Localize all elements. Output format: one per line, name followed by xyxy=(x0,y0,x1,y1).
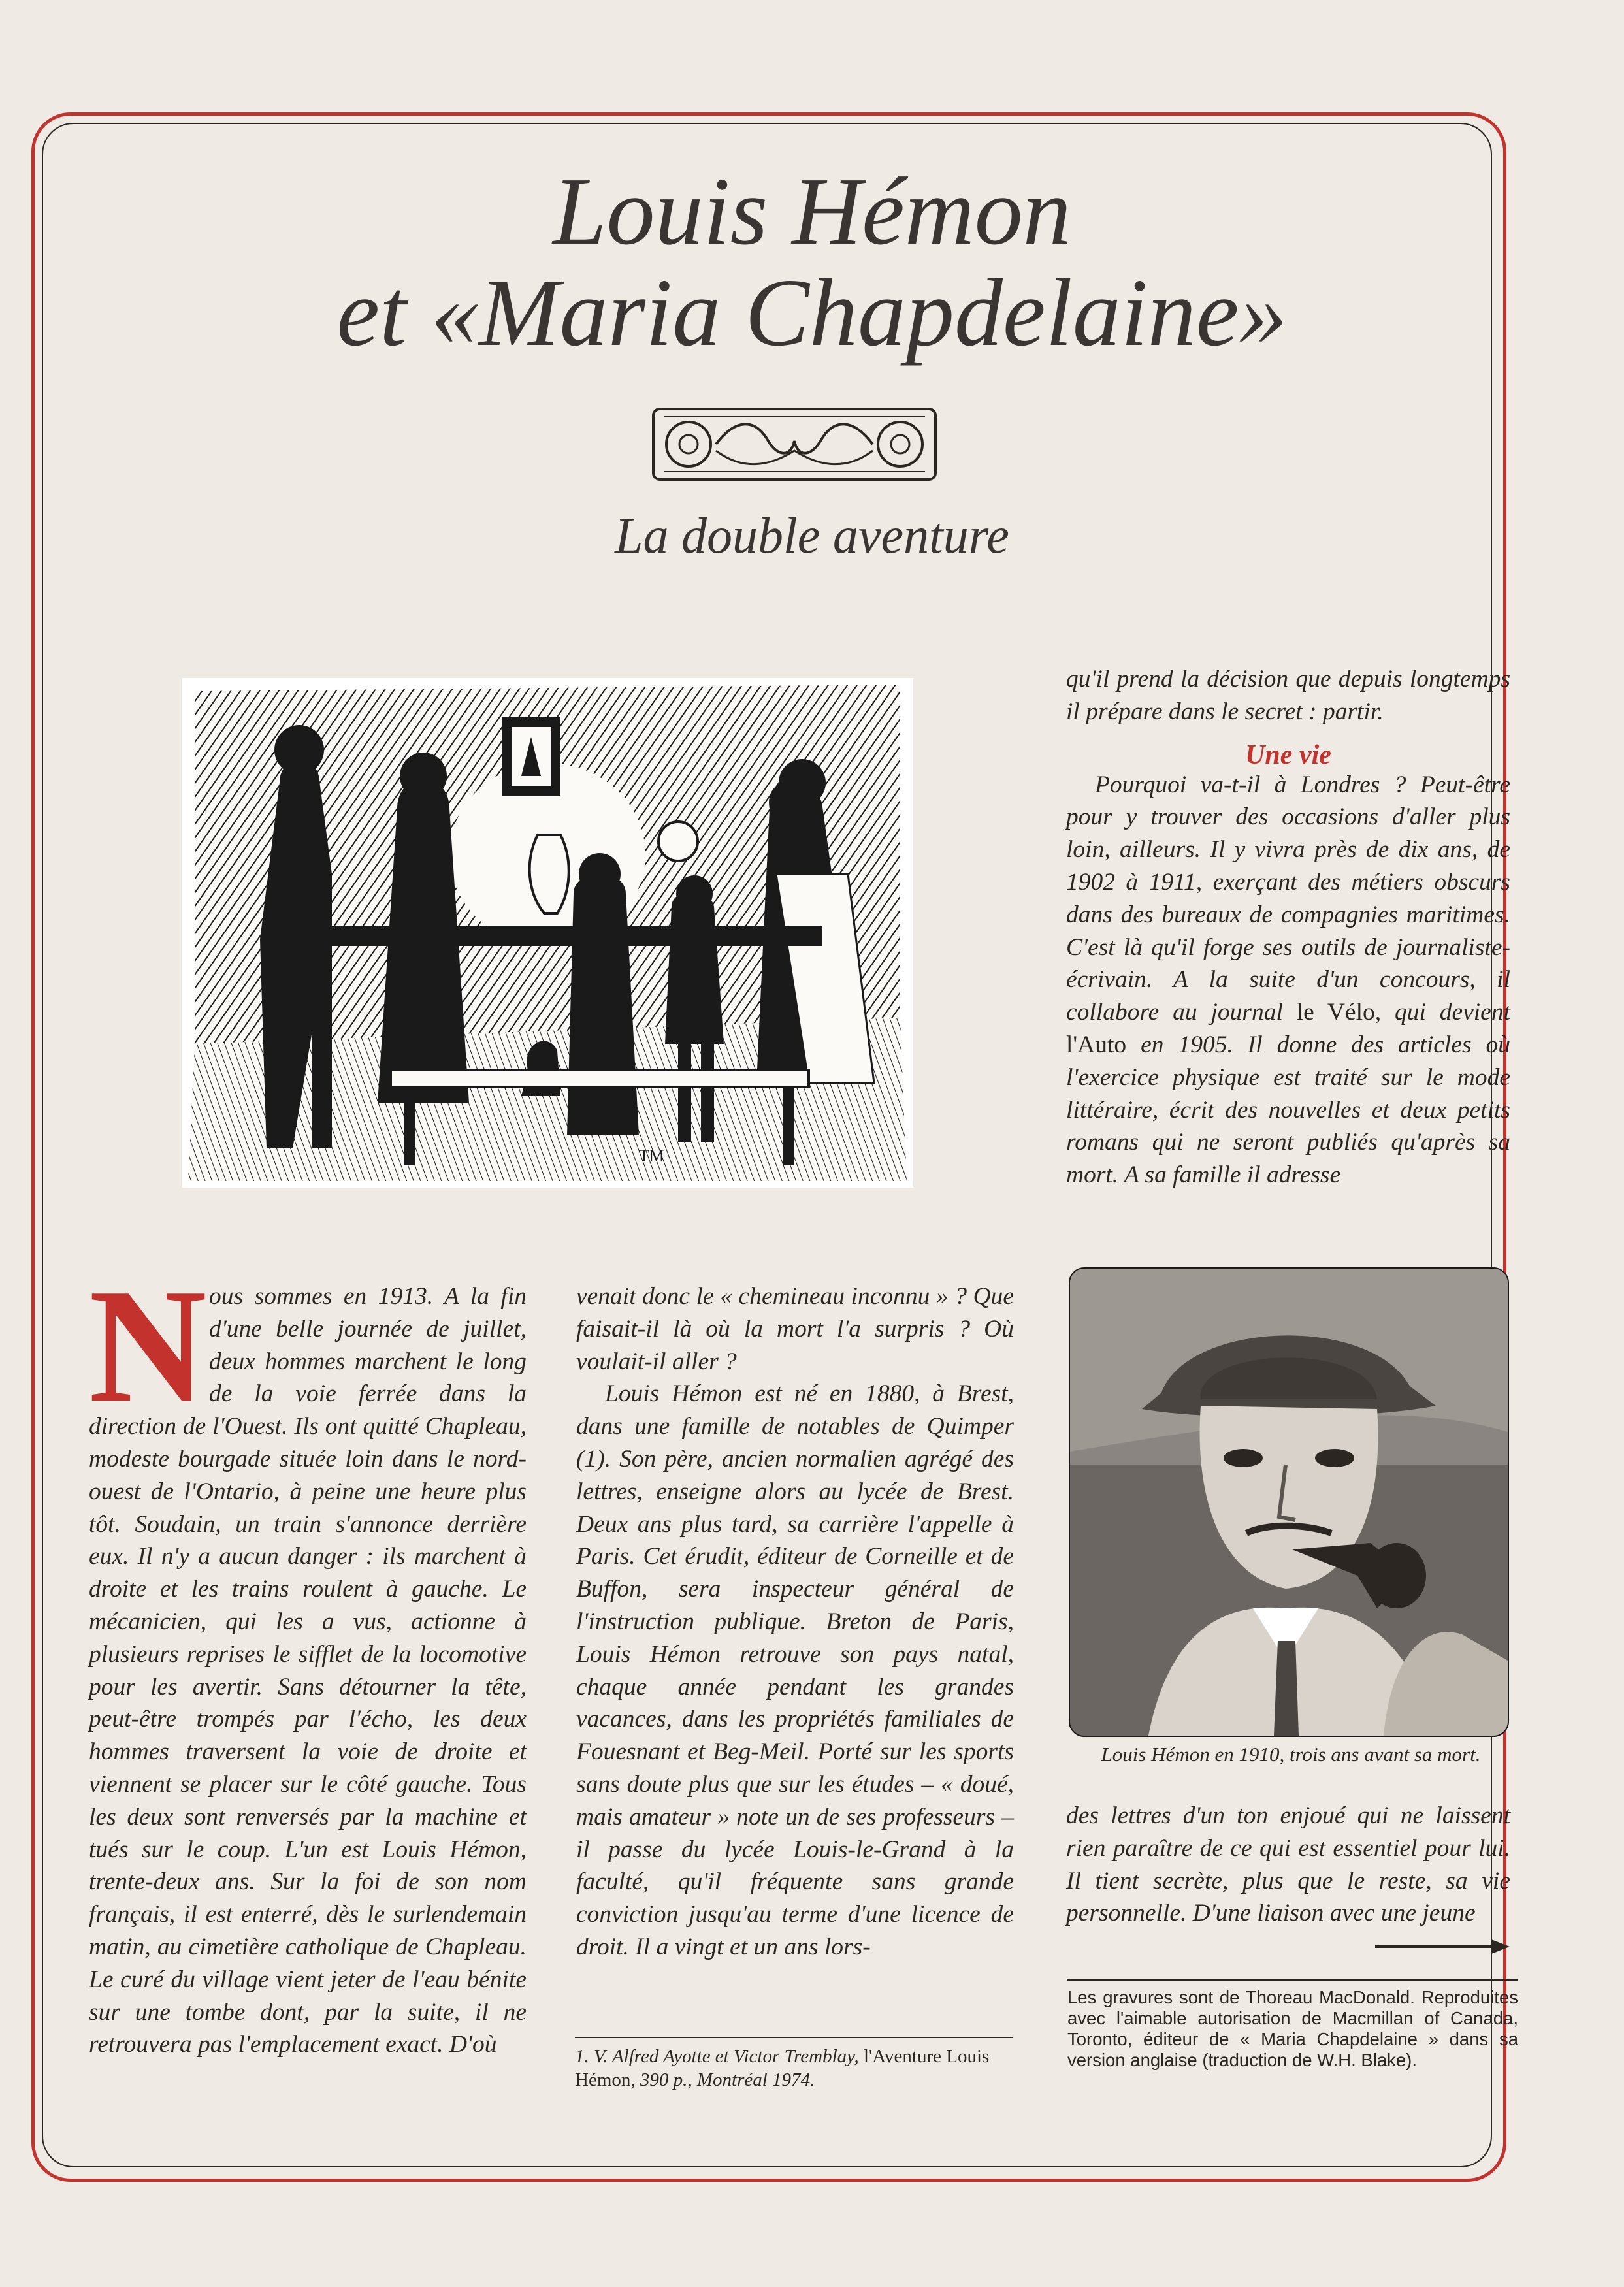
page-title-line2: et «Maria Chapdelaine» xyxy=(336,259,1288,366)
drop-cap: N xyxy=(89,1256,207,1436)
column3-paragraph-une-vie: Pourquoi va-t-il à Londres ? Peut-être pour y trouver des occasions d'aller plus loin, ailleurs. Il y vivra près de dix ans, de 1902 à 1911, exerçant des métiers obscurs dans des bureaux de compagnies maritimes. C'est là qu'il forge ses outils de journaliste-écrivain. A la suite d'un concours, il collabore au journal le Vélo, qui devient l'Auto en 1905. Il donne des articles où l'exercice physique est traité sur le mode littéraire, écrit des nouvelles et deux petits romans qui ne seront publiés qu'après sa mort. A sa famille il adresse xyxy=(1066,771,1510,1189)
ornament-icon xyxy=(651,405,938,483)
column3-opening-text: qu'il prend la décision que depuis longtemps il prépare dans le secret : partir. xyxy=(1066,666,1510,725)
article-column-3-bottom xyxy=(1066,1800,1510,1930)
article-column-2 xyxy=(576,1280,1014,1964)
column2-paragraph-2: Louis Hémon est né en 1880, à Brest, dans une famille de notables de Quimper (1). Son père, ancien normalien agrégé des lettres, enseigne alors au lycée de Brest. Deux ans plus tard, sa carrière l'appelle à Paris. Cet érudit, éditeur de Corneille et de Buffon, sera inspecteur général de l'instruction publique. Breton de Paris, Louis Hémon retrouve son pays natal, chaque année pendant les grandes vacances, dans les propriétés familiales de Fouesnant et Beg-Meil. Porté sur les sports sans doute plus que sur les études – « doué, mais amateur » note un de ses professeurs – il passe du lycée Louis-le-Grand à la faculté, qu'il fréquente sans grande conviction jusqu'au terme d'une licence de droit. Il a vingt et un ans lors- xyxy=(576,1380,1014,1960)
column1-paragraph: ous sommes en 1913. A la fin d'une belle journée de juillet, deux hommes marchent le long de la voie ferrée dans la direction de l'Ouest. Ils ont quitté Chapleau, modeste bourgade située loin dans le nord-ouest de l'Ontario, à peine une heure plus tôt. Soudain, un train s'annonce derrière eux. Il n'y a aucun danger : ils marchent à droite et les trains roulent à gauche. Le mécanicien, qui les a vus, actionne à plusieurs reprises le sifflet de la locomotive pour les avertir. Sans détourner la tête, peut-être trompés par l'écho, les deux hommes traversent la voie de droite et viennent se placer sur le côté gauche. Tous les deux sont renversés par la machine et tués sur le coup. L'un est Louis Hémon, trente-deux ans. Sur la foi de son nom français, il est enterré, dès le surlendemain matin, au cimetière catholique de Chapleau. Le curé du village vient jeter de l'eau bénite sur une tombe dont, par la suite, il ne retrouvera pas l'emplacement exact. D'où xyxy=(89,1283,527,2058)
illustration-signature: TM xyxy=(639,1146,664,1165)
column3-paragraph-2: des lettres d'un ton enjoué qui ne laissent rien paraître de ce qui est essentiel pour lui. Il tient secrète, plus que le reste, sa vie personnelle. D'une liaison avec une jeune xyxy=(1066,1802,1510,1927)
portrait-photo xyxy=(1069,1267,1509,1737)
illustration-credits: Les gravures sont de Thoreau MacDonald. Reproduites avec l'aimable autorisation de Macmillan of Canada, Toronto, éditeur de « Maria Chapdelaine » dans sa version anglaise (traduction de W.H. Blake). xyxy=(1067,1979,1518,2071)
page-title-line1: Louis Hémon xyxy=(553,158,1071,265)
arrow-right-icon xyxy=(1375,1937,1512,1956)
article-column-1 xyxy=(89,1256,527,2061)
footnote: 1. V. Alfred Ayotte et Victor Tremblay, l'Aventure Louis Hémon, 390 p., Montréal 1974. xyxy=(575,2037,1013,2092)
column2-paragraph-1: venait donc le « chemineau inconnu » ? Que faisait-il là où la mort l'a surpris ? Où voulait-il aller ? xyxy=(576,1283,1014,1375)
photo-caption: Louis Hémon en 1910, trois ans avant sa mort. xyxy=(1101,1743,1481,1766)
page-subtitle: La double aventure xyxy=(615,507,1009,564)
family-woodcut-illustration xyxy=(182,678,913,1188)
section-heading-une-vie: Une vie xyxy=(1245,740,1331,770)
